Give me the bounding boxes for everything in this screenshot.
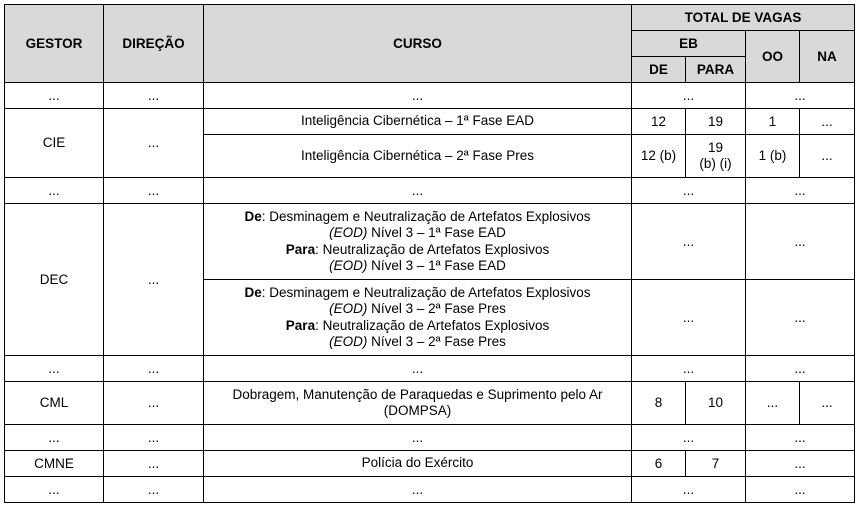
para-note: (b) (i) [699, 156, 732, 171]
cell-gestor: CML [5, 382, 104, 425]
cell-eb: ... [632, 280, 746, 356]
cell-curso: Inteligência Cibernética – 2ª Fase Pres [204, 135, 632, 178]
level-text: Nível 3 – 1ª Fase EAD [367, 258, 506, 273]
eod-label: (EOD) [329, 301, 368, 316]
course-line [206, 242, 629, 259]
de-text: : Desminagem e Neutralização de Artefatos Explosivos [261, 208, 591, 224]
cell-para [686, 135, 746, 178]
cell-direcao: ... [104, 204, 204, 356]
cell-ellipsis: ... [104, 178, 204, 204]
cell-oo-na: ... [746, 451, 855, 477]
cell-de: 6 [632, 451, 686, 477]
cell-ellipsis: ... [104, 425, 204, 451]
cell-na: ... [800, 382, 855, 425]
cell-ellipsis: ... [746, 356, 855, 382]
header-para: PARA [686, 57, 746, 83]
cell-ellipsis: ... [204, 83, 632, 109]
cell-ellipsis: ... [104, 83, 204, 109]
course-line [206, 301, 629, 318]
cell-ellipsis: ... [204, 178, 632, 204]
cell-ellipsis: ... [746, 477, 855, 503]
cell-ellipsis: ... [204, 477, 632, 503]
cell-ellipsis: ... [746, 178, 855, 204]
eod-label: (EOD) [329, 334, 368, 349]
cell-ellipsis: ... [5, 477, 104, 503]
cell-curso: Inteligência Cibernética – 1ª Fase EAD [204, 109, 632, 135]
eod-label: (EOD) [329, 258, 368, 273]
cell-oo: 1 [746, 109, 800, 135]
cell-para: 7 [686, 451, 746, 477]
table-row [5, 204, 855, 280]
para-text: : Neutralização de Artefatos Explosivos [315, 241, 550, 257]
para-text: : Neutralização de Artefatos Explosivos [315, 317, 550, 333]
cell-ellipsis: ... [746, 83, 855, 109]
para-label: Para [285, 317, 316, 333]
level-text: Nível 3 – 2ª Fase Pres [367, 334, 506, 349]
course-line [206, 334, 629, 351]
ellipsis-row [5, 425, 855, 451]
cell-ellipsis: ... [104, 356, 204, 382]
course-line [206, 209, 629, 226]
eod-label: (EOD) [329, 225, 368, 240]
cell-direcao: ... [104, 109, 204, 178]
ellipsis-row [5, 178, 855, 204]
ellipsis-row [5, 356, 855, 382]
cell-de: 12 [632, 109, 686, 135]
cell-na: ... [800, 135, 855, 178]
cell-ellipsis: ... [632, 356, 746, 382]
cell-para: 19 [686, 109, 746, 135]
de-text: : Desminagem e Neutralização de Artefatos Explosivos [261, 284, 591, 300]
header-direcao: DIREÇÃO [104, 5, 204, 83]
cell-ellipsis: ... [5, 178, 104, 204]
header-oo: OO [746, 31, 800, 83]
cell-na: ... [800, 109, 855, 135]
header-curso: CURSO [204, 5, 632, 83]
header-gestor: GESTOR [5, 5, 104, 83]
header-eb: EB [632, 31, 746, 57]
level-text: Nível 3 – 2ª Fase Pres [367, 301, 506, 316]
header-row [5, 5, 855, 31]
course-line [206, 225, 629, 242]
table-row [5, 109, 855, 135]
cell-gestor: CIE [5, 109, 104, 178]
cell-oo: 1 (b) [746, 135, 800, 178]
course-line: Dobragem, Manutenção de Paraquedas e Suprimento pelo Ar [232, 386, 603, 402]
course-line [206, 285, 629, 302]
cell-ellipsis: ... [104, 477, 204, 503]
cell-de: 12 (b) [632, 135, 686, 178]
vacancies-table [4, 4, 855, 503]
cell-ellipsis: ... [5, 83, 104, 109]
cell-gestor: CMNE [5, 451, 104, 477]
cell-ellipsis: ... [204, 356, 632, 382]
cell-ellipsis: ... [632, 425, 746, 451]
cell-oo-na: ... [746, 204, 855, 280]
cell-curso [204, 280, 632, 356]
header-total-vagas: TOTAL DE VAGAS [632, 5, 855, 31]
cell-ellipsis: ... [5, 356, 104, 382]
cell-ellipsis: ... [632, 83, 746, 109]
ellipsis-row [5, 477, 855, 503]
cell-ellipsis: ... [204, 425, 632, 451]
cell-curso: Polícia do Exército [204, 451, 632, 477]
header-de: DE [632, 57, 686, 83]
cell-direcao: ... [104, 382, 204, 425]
de-label: De [244, 208, 262, 224]
cell-de: 8 [632, 382, 686, 425]
cell-ellipsis: ... [632, 477, 746, 503]
course-line: (DOMPSA) [383, 403, 452, 418]
course-line [206, 318, 629, 335]
cell-para: 10 [686, 382, 746, 425]
cell-oo: ... [746, 382, 800, 425]
header-na: NA [800, 31, 855, 83]
course-line [206, 258, 629, 275]
ellipsis-row [5, 83, 855, 109]
cell-curso [204, 204, 632, 280]
para-value: 19 [707, 140, 724, 155]
de-label: De [244, 284, 262, 300]
para-label: Para [285, 241, 316, 257]
cell-gestor: DEC [5, 204, 104, 356]
table-row [5, 451, 855, 477]
table-row [5, 382, 855, 425]
cell-curso [204, 382, 632, 425]
level-text: Nível 3 – 1ª Fase EAD [367, 225, 506, 240]
cell-ellipsis: ... [5, 425, 104, 451]
cell-ellipsis: ... [746, 425, 855, 451]
cell-direcao: ... [104, 451, 204, 477]
cell-eb: ... [632, 204, 746, 280]
cell-ellipsis: ... [632, 178, 746, 204]
cell-oo-na: ... [746, 280, 855, 356]
